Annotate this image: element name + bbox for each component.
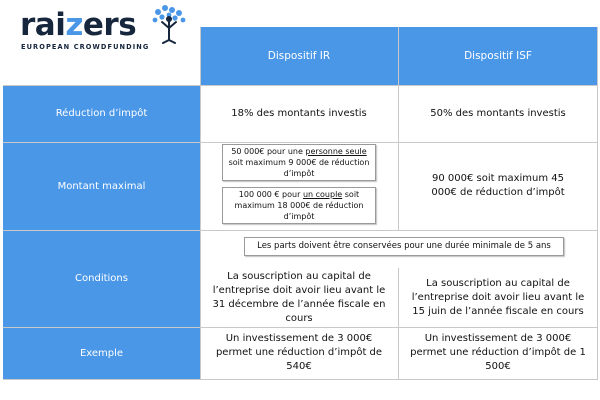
grid-line: [3, 230, 598, 231]
tree-icon: [150, 4, 190, 44]
grid-line: [398, 268, 399, 379]
exemple-isf: Un investissement de 3 000€ permet une réduction d’impôt de 1 500€: [398, 327, 598, 379]
raizers-logo: [0, 0, 198, 58]
conditions-ir: La souscription au capital de l’entreprise doit avoir lieu avant le 31 décembre de l’année fiscale en cours: [200, 268, 398, 327]
logo-tagline: EUROPEAN CROWDFUNDING: [21, 43, 150, 51]
row-label-conditions: Conditions: [3, 230, 200, 327]
row-label-reduction: Réduction d’impôt: [3, 85, 200, 142]
column-header-isf: Dispositif ISF: [464, 50, 532, 62]
column-header-ir: Dispositif IR: [267, 50, 331, 62]
reduction-ir: 18% des montants investis: [200, 85, 398, 142]
row-label-montant: Montant maximal: [3, 142, 200, 230]
conditions-shared: Les parts doivent être conservées pour une durée minimale de 5 ans: [244, 237, 564, 256]
grid-line: [3, 85, 598, 86]
grid-line: [398, 27, 399, 230]
header-isf: [398, 27, 598, 85]
header-ir: [200, 27, 398, 85]
grid-line: [3, 379, 598, 380]
montant-ir-couple: 100 000 € pour un couple soit maximum 18 000€ de réduction d’impôt: [222, 187, 376, 224]
grid-line: [3, 142, 598, 143]
montant-isf: 90 000€ soit maximum 45 000€ de réduction d’impôt: [398, 142, 598, 230]
conditions-isf: La souscription au capital de l’entreprise doit avoir lieu avant le 15 juin de l’année fiscale en cours: [398, 268, 598, 327]
logo-wordmark: raizers: [20, 7, 137, 43]
grid-line: [3, 327, 598, 328]
exemple-ir: Un investissement de 3 000€ permet une réduction d’impôt de 540€: [200, 327, 398, 379]
row-label-exemple: Exemple: [3, 327, 200, 379]
reduction-isf: 50% des montants investis: [398, 85, 598, 142]
montant-ir-personne-seule: 50 000€ pour une personne seule soit maximum 9 000€ de réduction d’impôt: [222, 144, 376, 181]
